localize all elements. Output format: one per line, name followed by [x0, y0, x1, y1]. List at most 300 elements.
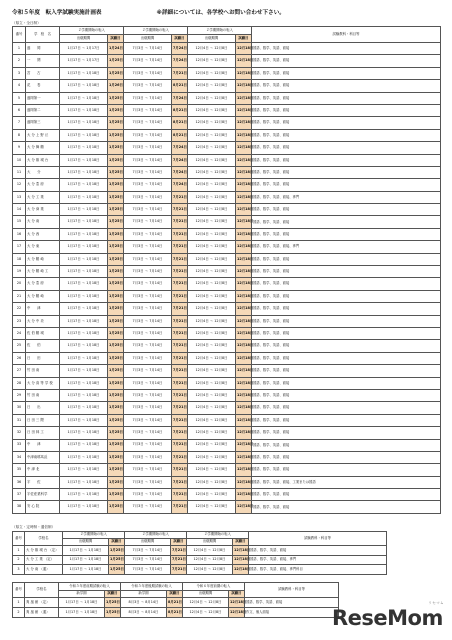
application-period: 12月4日 ～ 12月8日	[187, 555, 233, 565]
row-number: 37	[13, 489, 26, 501]
exam-date: 12月18日	[233, 555, 249, 565]
application-period: 12月4日 ～ 12月8日	[188, 92, 236, 104]
exam-date: 8月21日	[172, 80, 188, 92]
exam-subjects: 国語、数学、英語、面接	[252, 402, 441, 414]
table-row	[13, 365, 441, 377]
school-name: 中津南耶馬渓	[26, 451, 60, 463]
exam-date: 12月18日	[233, 546, 249, 556]
application-period: 1月17日 ～ 1月18日	[60, 340, 108, 352]
exam-date: 7月21日	[172, 290, 188, 302]
school-name: 大 分 上 野 丘	[26, 129, 60, 141]
table-row	[13, 402, 441, 414]
exam-date: 12月18日	[236, 377, 252, 389]
application-period: 7月3日 ～ 7月14日	[124, 80, 172, 92]
exam-date: 7月21日	[172, 303, 188, 315]
exam-subjects: 国語、数学、英語、面接	[252, 204, 441, 216]
application-period: 7月3日 ～ 7月14日	[124, 365, 172, 377]
table-row	[13, 266, 441, 278]
application-period: 1月17日 ～ 1月18日	[60, 315, 108, 327]
table-row	[13, 241, 441, 253]
exam-date: 1月25日	[108, 327, 124, 339]
application-period: 7月3日 ～ 7月14日	[124, 166, 172, 178]
school-name: 日 出	[26, 402, 60, 414]
header-exam: 試験日	[236, 35, 252, 43]
school-name: 佐 伯	[26, 340, 60, 352]
table-row	[13, 204, 441, 216]
exam-date: 12月18日	[236, 253, 252, 265]
application-period: 7月3日 ～ 7月14日	[124, 402, 172, 414]
table-row	[13, 179, 441, 191]
school-name: 爽 風 館 （通）	[25, 608, 59, 618]
application-period: 1月17日 ～ 1月18日	[60, 228, 108, 240]
application-period: 7月3日 ～ 7月14日	[124, 129, 172, 141]
application-period: 12月4日 ～ 12月8日	[187, 546, 233, 556]
exam-subjects: 国語、数学、英語、面接、専門	[249, 555, 387, 565]
header-term3: 令和６年度前期の転入	[183, 583, 245, 591]
header-term2: 令和５年度後期試験の転入	[121, 583, 183, 591]
exam-date: 1月25日	[108, 377, 124, 389]
exam-date: 12月18日	[236, 166, 252, 178]
application-period: 7月3日 ～ 7月14日	[124, 377, 172, 389]
application-period: 1月17日 ～ 1月18日	[60, 464, 108, 476]
table-row	[13, 43, 441, 55]
exam-subjects: 国語、数学、英語、面接	[252, 501, 441, 513]
exam-date: 1月26日	[108, 80, 124, 92]
table-row	[13, 352, 441, 364]
exam-date: 1月25日	[108, 340, 124, 352]
exam-date: 7月24日	[172, 43, 188, 55]
exam-subjects: 国語、数学、英語、面接	[252, 55, 441, 67]
row-number: 25	[13, 340, 26, 352]
table-row	[13, 565, 387, 575]
exam-date: 12月18日	[236, 439, 252, 451]
table-row	[13, 92, 441, 104]
exam-date: 7月21日	[172, 67, 188, 79]
exam-date: 1月25日	[109, 555, 125, 565]
school-name: 大 分 豊 府	[26, 278, 60, 290]
application-period: 1月17日 ～ 1月18日	[60, 278, 108, 290]
application-period: 12月4日 ～ 12月8日	[188, 402, 236, 414]
application-period: 7月3日 ～ 7月14日	[124, 340, 172, 352]
exam-subjects: 国語、数学、英語、面接	[252, 352, 441, 364]
exam-date: 12月18日	[229, 608, 245, 618]
exam-date: 1月25日	[108, 451, 124, 463]
row-number: 27	[13, 365, 26, 377]
exam-date: 1月25日	[108, 290, 124, 302]
application-period: 12月4日 ～ 12月8日	[188, 179, 236, 191]
exam-subjects: 国語、数学、英語、面接	[252, 216, 441, 228]
school-name: 一 関	[26, 55, 60, 67]
application-period: 7月3日 ～ 7月14日	[124, 427, 172, 439]
exam-date: 7月21日	[172, 228, 188, 240]
exam-date: 1月25日	[108, 104, 124, 116]
row-number: 20	[13, 278, 26, 290]
application-period: 7月3日 ～ 7月14日	[124, 228, 172, 240]
application-period: 1月17日 ～ 1月18日	[60, 327, 108, 339]
exam-date: 1月25日	[108, 501, 124, 513]
application-period: 1月17日 ～ 1月18日	[63, 555, 109, 565]
exam-subjects: 国語、数学、英語、面接	[252, 278, 441, 290]
school-name: 大 分 商 業	[26, 204, 60, 216]
table-row	[13, 555, 387, 565]
header-exam: 試験日	[171, 539, 187, 546]
application-period: 12月4日 ～ 12月8日	[188, 315, 236, 327]
table-row	[13, 191, 441, 203]
table-row	[13, 253, 441, 265]
application-period: 7月3日 ～ 7月14日	[124, 142, 172, 154]
exam-subjects: 国語、数学、英語、面接	[252, 365, 441, 377]
exam-date: 12月18日	[236, 228, 252, 240]
application-period: 7月3日 ～ 7月14日	[125, 565, 171, 575]
application-period: 1月17日 ～ 1月18日	[60, 154, 108, 166]
application-period: 7月3日 ～ 7月14日	[124, 327, 172, 339]
application-period: 12月4日 ～ 12月8日	[188, 427, 236, 439]
exam-subjects: 国語、数学、英語、面接	[252, 303, 441, 315]
application-period: 12月4日 ～ 12月8日	[187, 565, 233, 575]
page-title	[8, 8, 444, 18]
row-number: 31	[13, 414, 26, 426]
school-name: 大 分 工 業	[26, 191, 60, 203]
exam-subjects: 国語、数学、英語、面接	[252, 154, 441, 166]
row-number: 17	[13, 241, 26, 253]
exam-date: 7月24日	[172, 92, 188, 104]
application-period: 8月3日 ～ 8月14日	[121, 608, 167, 618]
logo-tagline: リセマム	[428, 601, 444, 605]
exam-date: 12月18日	[236, 179, 252, 191]
application-period: 1月17日 ～ 1月18日	[60, 117, 108, 129]
application-period: 1月17日 ～ 1月18日	[59, 598, 105, 608]
row-number: 15	[13, 216, 26, 228]
header-exam: 試験日	[233, 539, 249, 546]
exam-subjects: 国語、数学、英語、面接	[252, 104, 441, 116]
application-period: 12月4日 ～ 12月8日	[188, 216, 236, 228]
row-number: 14	[13, 204, 26, 216]
exam-subjects: 国語、数学、英語、面接	[252, 80, 441, 92]
application-period: 7月3日 ～ 7月14日	[124, 154, 172, 166]
header-exam: 試験日	[229, 591, 245, 598]
exam-date: 7月21日	[172, 191, 188, 203]
application-period: 12月4日 ～ 12月8日	[188, 377, 236, 389]
exam-date: 1月25日	[108, 241, 124, 253]
application-period: 12月4日 ～ 12月8日	[188, 327, 236, 339]
application-period: 7月3日 ～ 7月14日	[124, 55, 172, 67]
section1-note: （県立・全日制）	[12, 21, 41, 25]
exam-date: 1月25日	[108, 414, 124, 426]
application-period: 7月3日 ～ 7月14日	[124, 451, 172, 463]
exam-date: 12月18日	[236, 427, 252, 439]
application-period: 12月4日 ～ 12月8日	[188, 204, 236, 216]
application-period: 12月4日 ～ 12月8日	[188, 253, 236, 265]
table-row	[13, 278, 441, 290]
exam-subjects: 国語、数学、英語、面接	[252, 439, 441, 451]
exam-date: 1月25日	[108, 365, 124, 377]
exam-date: 1月25日	[109, 565, 125, 575]
application-period: 1月17日 ～ 1月18日	[60, 402, 108, 414]
header-period: 出願期間	[187, 539, 233, 546]
row-number: 10	[13, 154, 26, 166]
exam-date: 1月25日	[108, 142, 124, 154]
application-period: 12月4日 ～ 12月8日	[188, 476, 236, 488]
table-row	[13, 67, 441, 79]
exam-date: 12月18日	[236, 142, 252, 154]
application-period: 12月4日 ～ 12月8日	[188, 365, 236, 377]
exam-subjects: 国語、数学、英語、面接	[252, 451, 441, 463]
exam-date: 1月25日	[108, 204, 124, 216]
school-name: 盛岡第二	[26, 104, 60, 116]
row-number: 24	[13, 327, 26, 339]
application-period: 7月3日 ～ 7月14日	[124, 290, 172, 302]
exam-subjects: 国語、数学、英語、面接	[245, 598, 339, 608]
row-number: 13	[13, 191, 26, 203]
application-period: 1月17日 ～ 1月18日	[60, 476, 108, 488]
table-row	[13, 104, 441, 116]
school-name: 大 分 東	[26, 241, 60, 253]
row-number: 23	[13, 315, 26, 327]
application-period: 12月4日 ～ 12月8日	[188, 191, 236, 203]
application-period: 1月17日 ～ 1月18日	[60, 501, 108, 513]
header-period: 新学期	[121, 591, 167, 598]
application-period: 1月17日 ～ 1月18日	[60, 92, 108, 104]
application-period: 12月4日 ～ 12月8日	[188, 55, 236, 67]
table-row	[13, 303, 441, 315]
header-subjects: 試験教科・科目等	[249, 532, 387, 546]
application-period: 1月17日 ～ 1月18日	[60, 191, 108, 203]
exam-subjects: 国語、数学、英語、面接、専門	[252, 241, 441, 253]
exam-date: 1月25日	[108, 278, 124, 290]
application-period: 1月17日 ～ 1月18日	[60, 377, 108, 389]
exam-date: 7月21日	[172, 315, 188, 327]
row-number: 2	[13, 555, 25, 565]
application-period: 1月17日 ～ 1月18日	[60, 414, 108, 426]
exam-date: 1月25日	[108, 303, 124, 315]
application-period: 12月4日 ～ 12月8日	[188, 43, 236, 55]
exam-date: 8月21日	[167, 598, 183, 608]
table-row	[13, 451, 441, 463]
exam-date: 1月25日	[108, 191, 124, 203]
exam-date: 1月25日	[108, 266, 124, 278]
exam-date: 1月25日	[108, 427, 124, 439]
table-row	[13, 501, 441, 513]
table-row	[13, 464, 441, 476]
exam-subjects: 国語、数学、英語、面接	[252, 414, 441, 426]
application-period: 1月17日 ～ 1月18日	[60, 427, 108, 439]
table-row	[13, 216, 441, 228]
row-number: 38	[13, 501, 26, 513]
exam-subjects: 国語、数学、英語、面接、工業または国語	[252, 476, 441, 488]
application-period: 1月17日 ～ 1月18日	[60, 266, 108, 278]
application-period: 1月17日 ～ 1月18日	[60, 352, 108, 364]
table-row	[13, 290, 441, 302]
application-period: 7月3日 ～ 7月14日	[125, 546, 171, 556]
application-period: 1月17日 ～ 1月18日	[60, 67, 108, 79]
application-period: 1月17日 ～ 1月18日	[60, 129, 108, 141]
exam-subjects: 国語、数学、英語、面接	[252, 117, 441, 129]
application-period: 12月4日 ～ 12月8日	[188, 228, 236, 240]
exam-date: 12月18日	[236, 414, 252, 426]
application-period: 1月17日 ～ 1月18日	[60, 216, 108, 228]
exam-subjects: 国語、数学、英語、面接	[252, 327, 441, 339]
exam-date: 12月18日	[236, 129, 252, 141]
application-period: 8月3日 ～ 8月14日	[121, 598, 167, 608]
school-name: 大 分	[26, 166, 60, 178]
exam-date: 7月21日	[171, 546, 187, 556]
exam-subjects: 国語、数学、英語、面接、専門	[252, 191, 441, 203]
exam-subjects: 国語、数学、英語、面接	[249, 546, 387, 556]
exam-subjects: 国語、数学、英語、面接	[252, 377, 441, 389]
exam-date: 7月21日	[172, 427, 188, 439]
school-name: 中 津 北	[26, 464, 60, 476]
exam-subjects: 国語、数学、英語、面接	[252, 142, 441, 154]
school-name: 大 分 雄 城 台 （定）	[25, 546, 63, 556]
application-period: 7月3日 ～ 7月14日	[124, 414, 172, 426]
application-period: 12月4日 ～ 12月8日	[188, 166, 236, 178]
application-period: 1月17日 ～ 1月18日	[60, 80, 108, 92]
transfer-table-parttime	[12, 531, 387, 575]
exam-date: 12月18日	[236, 117, 252, 129]
exam-subjects: 国語、数学、英語、面接	[252, 129, 441, 141]
table-row	[13, 142, 441, 154]
exam-date: 12月18日	[236, 266, 252, 278]
exam-date: 8月21日	[172, 117, 188, 129]
application-period: 1月17日 ～ 1月18日	[60, 365, 108, 377]
row-number: 6	[13, 104, 26, 116]
exam-date: 1月25日	[108, 179, 124, 191]
table-row	[13, 315, 441, 327]
school-name: 大 分 南	[26, 216, 60, 228]
school-name: 大 分 雄 城 台	[26, 154, 60, 166]
exam-date: 7月21日	[172, 389, 188, 401]
exam-date: 7月21日	[172, 327, 188, 339]
application-period: 7月3日 ～ 7月14日	[124, 489, 172, 501]
application-period: 1月17日 ～ 1月18日	[60, 142, 108, 154]
row-number: 5	[13, 92, 26, 104]
school-name: 大 分 工 業 （定）	[25, 555, 63, 565]
table-row	[13, 598, 339, 608]
application-period: 1月17日 ～ 1月18日	[60, 451, 108, 463]
row-number: 11	[13, 166, 26, 178]
exam-date: 7月24日	[172, 154, 188, 166]
table-row	[13, 154, 441, 166]
row-number: 2	[13, 608, 25, 618]
school-name: 日 田 林 工	[26, 427, 60, 439]
exam-date: 12月18日	[229, 598, 245, 608]
exam-date: 1月25日	[108, 154, 124, 166]
row-number: 32	[13, 427, 26, 439]
header-school: 学校名	[25, 583, 59, 598]
row-number: 19	[13, 266, 26, 278]
application-period: 1月17日 ～ 1月18日	[63, 565, 109, 575]
row-number: 26	[13, 352, 26, 364]
school-name: 花 巻	[26, 80, 60, 92]
row-number: 9	[13, 142, 26, 154]
exam-date: 12月18日	[236, 451, 252, 463]
exam-date: 12月18日	[236, 104, 252, 116]
exam-date: 1月25日	[108, 55, 124, 67]
header-no: 番号	[13, 27, 26, 43]
exam-subjects: 国語、数学、英語、面接	[252, 92, 441, 104]
table-row	[13, 340, 441, 352]
exam-date: 1月25日	[108, 476, 124, 488]
header-exam: 試験日	[109, 539, 125, 546]
row-number: 1	[13, 598, 25, 608]
exam-date: 7月21日	[172, 489, 188, 501]
header-term2: ２学期開始の転入	[125, 532, 187, 539]
exam-subjects: 国語、数学、英語、面接、専門科目	[249, 565, 387, 575]
exam-date: 7月21日	[172, 352, 188, 364]
row-number: 8	[13, 129, 26, 141]
application-period: 12月4日 ～ 12月8日	[188, 290, 236, 302]
application-period: 1月17日 ～ 1月18日	[60, 303, 108, 315]
exam-date: 12月18日	[236, 67, 252, 79]
exam-date: 1月25日	[105, 598, 121, 608]
header-period: 出願期間	[60, 35, 108, 43]
application-period: 12月4日 ～ 12月8日	[188, 501, 236, 513]
application-period: 12月4日 ～ 12月8日	[183, 608, 229, 618]
exam-date: 1月25日	[109, 546, 125, 556]
exam-subjects: 国語、数学、英語、面接	[252, 315, 441, 327]
application-period: 7月3日 ～ 7月14日	[124, 241, 172, 253]
application-period: 7月3日 ～ 7月14日	[124, 43, 172, 55]
application-period: 7月3日 ～ 7月14日	[124, 253, 172, 265]
row-number: 29	[13, 389, 26, 401]
exam-date: 12月18日	[236, 241, 252, 253]
header-school: 学 校 名	[26, 27, 60, 43]
title-note: ※詳細については、各学校へお問い合わせ下さい。	[156, 10, 285, 16]
application-period: 1月17日 ～ 1月18日	[60, 489, 108, 501]
exam-date: 1月25日	[108, 489, 124, 501]
exam-date: 7月21日	[172, 451, 188, 463]
table-row	[13, 228, 441, 240]
table-row	[13, 476, 441, 488]
application-period: 1月17日 ～ 1月18日	[59, 608, 105, 618]
school-name: 竹 田 南	[26, 389, 60, 401]
application-period: 7月3日 ～ 7月14日	[124, 464, 172, 476]
school-name: 大 分 鶴 崎	[26, 253, 60, 265]
application-period: 7月3日 ～ 7月14日	[124, 204, 172, 216]
school-name: 宮 古	[26, 67, 60, 79]
exam-date: 7月24日	[172, 142, 188, 154]
header-period: 出願期間	[124, 35, 172, 43]
exam-subjects: 国語、数学、英語、面接	[252, 489, 441, 501]
application-period: 1月17日 ～ 1月17日	[60, 43, 108, 55]
application-period: 12月4日 ～ 12月8日	[188, 117, 236, 129]
exam-date: 7月24日	[172, 166, 188, 178]
header-subjects: 試験教科・科目等	[252, 27, 441, 43]
school-name: 大 分 鶴 崎 工	[26, 266, 60, 278]
application-period: 12月4日 ～ 12月8日	[188, 464, 236, 476]
school-name: 大 分 南 （通）	[25, 565, 63, 575]
exam-date: 12月18日	[236, 501, 252, 513]
application-period: 12月4日 ～ 12月8日	[188, 266, 236, 278]
header-exam: 試験日	[167, 591, 183, 598]
row-number: 36	[13, 476, 26, 488]
exam-date: 7月21日	[172, 266, 188, 278]
exam-date: 12月18日	[236, 204, 252, 216]
table-row	[13, 55, 441, 67]
exam-date: 7月24日	[172, 55, 188, 67]
row-number: 33	[13, 439, 26, 451]
exam-date: 1月25日	[108, 92, 124, 104]
exam-date: 12月18日	[233, 565, 249, 575]
exam-date: 7月21日	[172, 216, 188, 228]
application-period: 1月17日 ～ 1月18日	[60, 389, 108, 401]
table-row	[13, 608, 339, 618]
resemom-logo	[332, 601, 444, 630]
school-name: 中 津	[26, 439, 60, 451]
exam-date: 12月18日	[236, 55, 252, 67]
exam-date: 12月18日	[236, 290, 252, 302]
header-term1: 令和５年度前期試験の転入	[59, 583, 121, 591]
